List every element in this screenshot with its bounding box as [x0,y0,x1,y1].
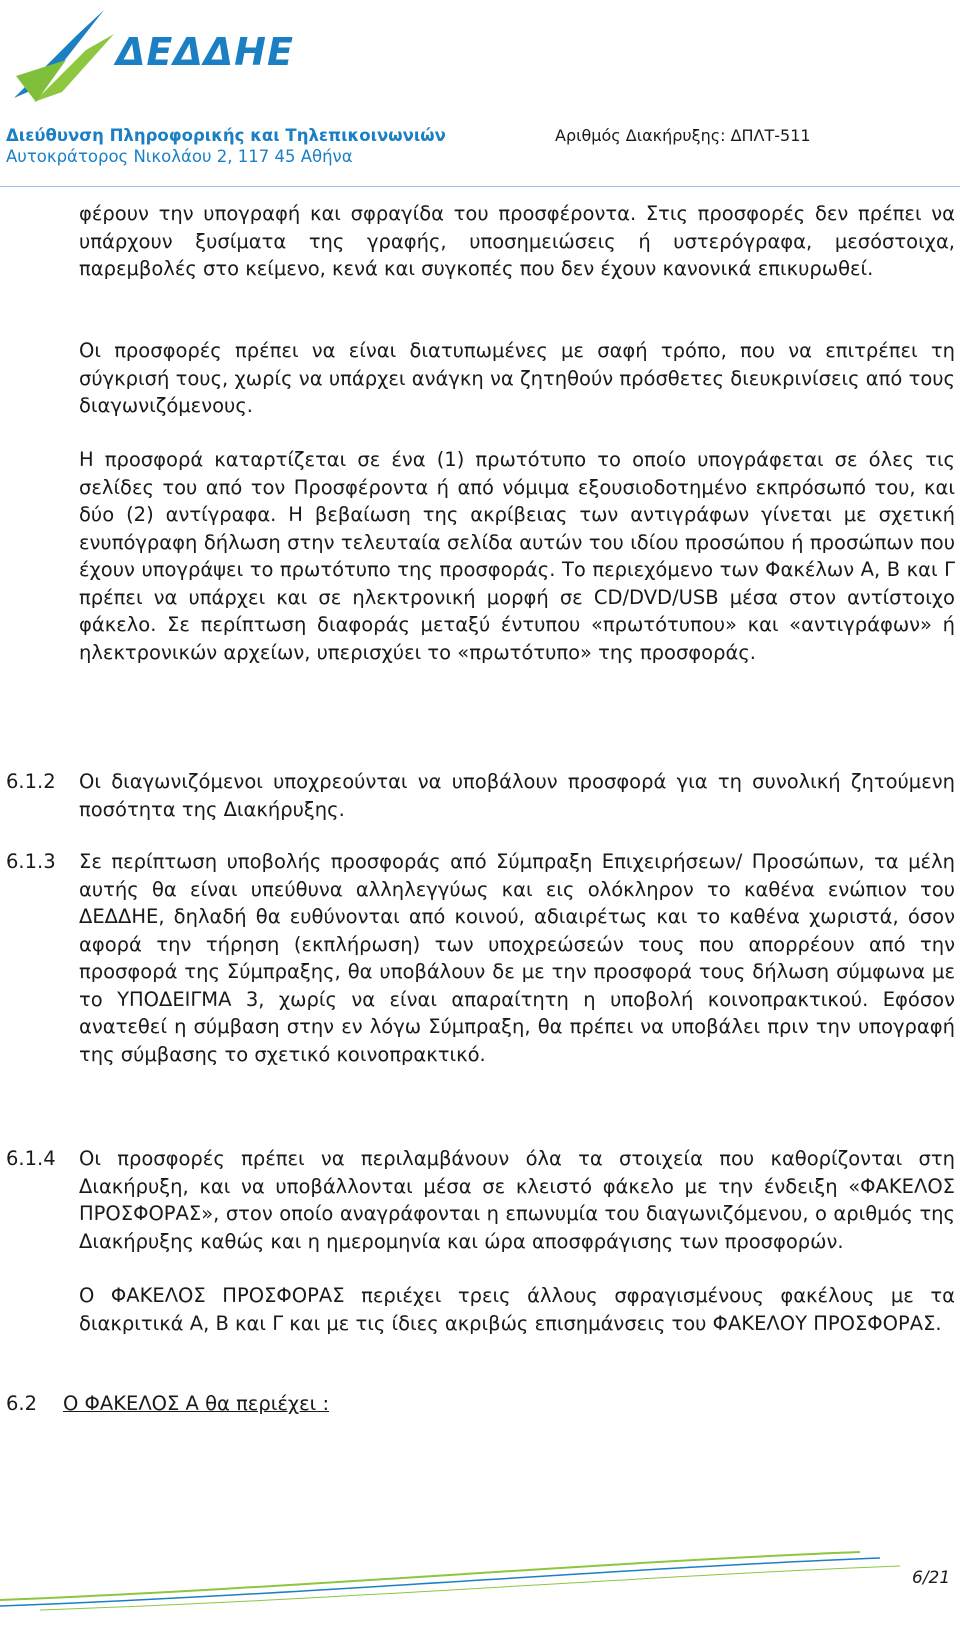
department-address: Αυτοκράτορος Νικολάου 2, 117 45 Αθήνα [6,147,353,166]
section-number-6-1-3: 6.1.3 [6,850,56,873]
section-6-1-3-text: Σε περίπτωση υποβολής προσφοράς από Σύμπραξη Επιχειρήσεων/ Προσώπων, τα μέλη αυτής θα είναι υπεύθυνα αλληλεγγύως και εις ολόκληρον το καθένα ενώπιον του ΔΕΔΔΗΕ, δηλαδή θα ευθύνονται από κοινού, αδιαιρέτως και το καθένα χωριστά, όσον αφορά την τήρηση (εκπλήρωση) των υποχρεώσεών τους που απορρέουν από την προσφορά της Σύμπραξης, θα υποβάλουν δε με την προσφορά τους δήλωση σύμφωνα με το ΥΠΟΔΕΙΓΜΑ 3, χωρίς να είναι απαραίτητη η υποβολή κοινοπρακτικού. Εφόσον ανατεθεί η σύμβαση στην εν λόγω Σύμπραξη, θα πρέπει να υποβάλει πριν την υπογραφή της σύμβασης το σχετικό κοινοπρακτικό. [79,850,955,1066]
section-number-6-2: 6.2 [6,1392,38,1415]
section-6-2-heading: Ο ΦΑΚΕΛΟΣ Α θα περιέχει : [63,1392,330,1415]
paragraph-original-copies: Η προσφορά καταρτίζεται σε ένα (1) πρωτότυπο το οποίο υπογράφεται σε όλες τις σελίδες του από τον Προσφέροντα ή από νόμιμα εξουσιοδοτημένο εκπρόσωπό του, και δύο (2) αντίγραφα. Η βεβαίωση της ακρίβειας των αντιγράφων γίνεται με σχετική ενυπόγραφη δήλωση στην τελευταία σελίδα αυτών του ιδίου προσώπου ή προσώπων που έχουν υπογράψει το πρωτότυπο της προσφοράς. Το περιεχόμενο των Φακέλων Α, Β και Γ πρέπει να υπάρχει και σε ηλεκτρονική μορφή σε CD/DVD/USB μέσα στον αντίστοιχο φάκελο. Σε περίπτωση διαφοράς μεταξύ έντυπου «πρωτότυπου» και «αντιγράφων» ή ηλεκτρονικών αρχείων, υπερισχύει το «πρωτότυπο» της προσφοράς. [79,448,955,664]
section-6-1-4-envelope-text: Ο ΦΑΚΕΛΟΣ ΠΡΟΣΦΟΡΑΣ περιέχει τρεις άλλους σφραγισμένους φακέλους με τα διακριτικά Α, Β και Γ και με τις ίδιες ακριβώς επισημάνσεις του ΦΑΚΕΛΟΥ ΠΡΟΣΦΟΡΑΣ. [79,1284,955,1335]
paragraph-signature: φέρουν την υπογραφή και σφραγίδα του προσφέροντα. Στις προσφορές δεν πρέπει να υπάρχουν ξυσίματα της γραφής, υποσημειώσεις ή υστερόγραφα, μεσόστοιχα, παρεμβολές στο κείμενο, κενά και συγκοπές που δεν έχουν κανονικά επικυρωθεί. [79,202,955,280]
paragraph-clarity: Οι προσφορές πρέπει να είναι διατυπωμένες με σαφή τρόπο, που να επιτρέπει τη σύγκρισή τους, χωρίς να υπάρχει ανάγκη να ζητηθούν πρόσθετες διευκρινίσεις από τους διαγωνιζόμενους. [79,339,955,417]
logo-text: ΔΕΔΔΗΕ [116,30,294,74]
section-number-6-1-4: 6.1.4 [6,1147,56,1170]
department-name: Διεύθυνση Πληροφορικής και Τηλεπικοινωνιών [6,126,446,145]
page-header [0,0,960,190]
section-number-6-1-2: 6.1.2 [6,770,56,793]
declaration-number: Αριθμός Διακήρυξης: ΔΠΛΤ-511 [555,126,811,145]
section-6-1-2-text: Οι διαγωνιζόμενοι υποχρεούνται να υποβάλουν προσφορά για τη συνολική ζητούμενη ποσότητα της Διακήρυξης. [79,770,955,821]
footer-decoration [0,1550,960,1620]
company-logo [6,6,306,116]
header-divider [0,186,960,187]
page-number: 6/21 [912,1568,951,1588]
section-6-1-4-text: Οι προσφορές πρέπει να περιλαμβάνουν όλα τα στοιχεία που καθορίζονται στη Διακήρυξη, και να υποβάλλονται μέσα σε κλειστό φάκελο με την ένδειξη «ΦΑΚΕΛΟΣ ΠΡΟΣΦΟΡΑΣ», στον οποίο αναγράφονται η επωνυμία του διαγωνιζόμενου, ο αριθμός της Διακήρυξης καθώς και η ημερομηνία και ώρα αποσφράγισης των προσφορών. [79,1147,955,1253]
